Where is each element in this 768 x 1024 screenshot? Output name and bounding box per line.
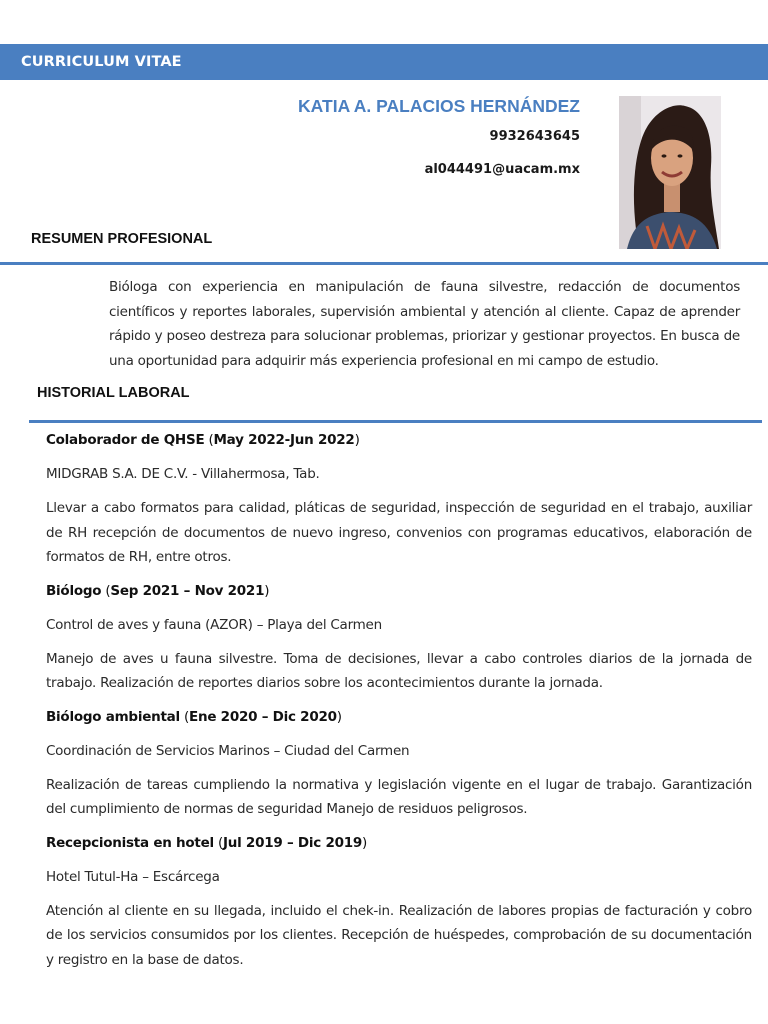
job-entry <box>46 580 752 696</box>
job-period: Sep 2021 – Nov 2021 <box>110 582 265 599</box>
job-role: Biólogo <box>46 582 102 599</box>
section-divider <box>29 420 762 423</box>
job-description: Llevar a cabo formatos para calidad, pláticas de seguridad, inspección de seguridad en el trabajo, auxiliar de RH recepción de documentos de nuevo ingreso, convenios con programas educativos, elaboración de formatos de RH, entre otros. <box>46 500 752 565</box>
job-period: Ene 2020 – Dic 2020 <box>188 708 337 725</box>
summary-text: Bióloga con experiencia en manipulación de fauna silvestre, redacción de documentos científicos y reportes laborales, supervisión ambiental y atención al cliente. Capaz de aprender rápido y poseo destreza para solucionar problemas, priorizar y gestionar proyectos. En busca de una oportunidad para adquirir más experiencia profesional en mi campo de estudio. <box>109 279 740 369</box>
job-history-list <box>46 429 752 982</box>
job-description: Atención al cliente en su llegada, incluido el chek-in. Realización de labores propias de facturación y cobro de los servicios consumidos por los clientes. Recepción de huéspedes, comprobación de su documentación y registro en la base de datos. <box>46 902 752 968</box>
job-role: Recepcionista en hotel <box>46 834 214 851</box>
section-divider <box>0 262 768 265</box>
job-role: Biólogo ambiental <box>46 708 180 725</box>
summary-heading: RESUMEN PROFESIONAL <box>31 231 213 247</box>
phone-number: 9932643645 <box>489 129 580 144</box>
job-title: Recepcionista en hotel (Jul 2019 – Dic 2019) <box>46 834 368 851</box>
job-entry <box>46 706 752 822</box>
job-description: Realización de tareas cumpliendo la normativa y legislación vigente en el lugar de trabajo. Garantización del cumplimiento de normas de seguridad Manejo de residuos peligrosos. <box>46 776 752 817</box>
job-entry <box>46 429 752 570</box>
job-company: Coordinación de Servicios Marinos – Ciudad del Carmen <box>46 742 410 759</box>
job-company: Control de aves y fauna (AZOR) – Playa del Carmen <box>46 616 382 633</box>
job-company: Hotel Tutul-Ha – Escárcega <box>46 868 220 885</box>
job-role: Colaborador de QHSE <box>46 432 205 448</box>
job-period: May 2022-Jun 2022 <box>213 432 355 448</box>
candidate-name: KATIA A. PALACIOS HERNÁNDEZ <box>298 96 580 116</box>
history-heading: HISTORIAL LABORAL <box>37 385 190 401</box>
job-title: Biólogo ambiental (Ene 2020 – Dic 2020) <box>46 708 342 725</box>
job-entry <box>46 832 752 973</box>
profile-photo <box>619 96 721 249</box>
cv-banner-title: CURRICULUM VITAE <box>21 54 182 70</box>
job-period: Jul 2019 – Dic 2019 <box>222 834 363 851</box>
cv-banner <box>0 44 768 80</box>
job-title: Colaborador de QHSE (May 2022-Jun 2022) <box>46 432 360 448</box>
job-company: MIDGRAB S.A. DE C.V. - Villahermosa, Tab. <box>46 466 320 482</box>
job-title: Biólogo (Sep 2021 – Nov 2021) <box>46 582 270 599</box>
job-description: Manejo de aves u fauna silvestre. Toma de decisiones, llevar a cabo controles diarios de la jornada de trabajo. Realización de reportes diarios sobre los acontecimientos durante la jornada. <box>46 650 752 691</box>
email-address: al044491@uacam.mx <box>424 162 580 177</box>
